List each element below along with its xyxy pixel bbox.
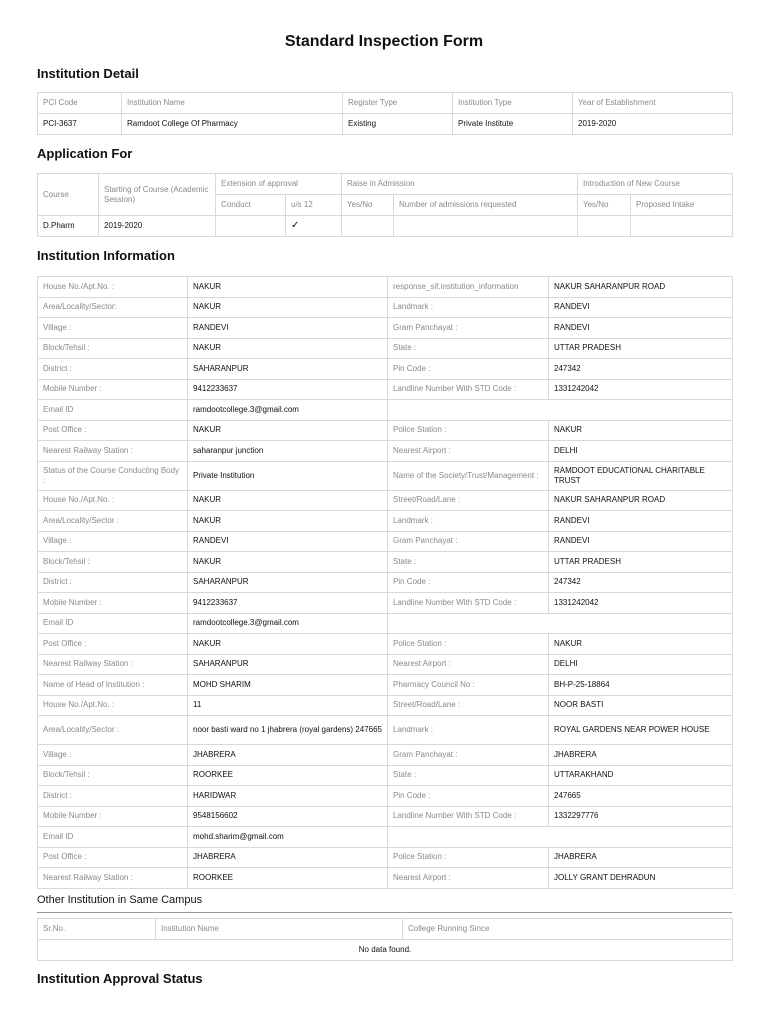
intro-yes-no-value <box>578 216 631 237</box>
field-label: Street/Road/Lane : <box>388 695 549 716</box>
field-value: saharanpur junction <box>188 441 388 462</box>
field-value: DELHI <box>549 441 733 462</box>
field-value: NAKUR <box>188 511 388 532</box>
session-value: 2019-2020 <box>99 216 216 237</box>
header-college-running-since: College Running Since <box>403 919 733 940</box>
field-value: RAMDOOT EDUCATIONAL CHARITABLE TRUST <box>549 461 733 490</box>
field-value: 9412233637 <box>188 593 388 614</box>
table-row <box>38 511 733 532</box>
field-label: Landmark : <box>388 716 549 745</box>
field-value: 9548156602 <box>188 806 388 827</box>
field-label: House No./Apt.No. : <box>38 695 188 716</box>
field-label: Pin Code : <box>388 572 549 593</box>
field-value: ramdootcollege.3@gmail.com <box>188 613 388 634</box>
header-sr-no: Sr.No. <box>38 919 156 940</box>
field-value: UTTARAKHAND <box>549 765 733 786</box>
field-value: 1332297776 <box>549 806 733 827</box>
field-label: Mobile Number : <box>38 379 188 400</box>
field-label: Email ID <box>38 400 188 421</box>
field-value: NAKUR <box>549 634 733 655</box>
header-starting-of-course: Starting of Course (Academic Session) <box>99 174 216 216</box>
field-label: response_sif.institution_information <box>388 277 549 298</box>
table-row <box>38 441 733 462</box>
table-row <box>38 634 733 655</box>
field-value: BH-P-25-18864 <box>549 675 733 696</box>
header-yes-no: Yes/No <box>342 195 394 216</box>
field-label: Gram Panchayat : <box>388 745 549 766</box>
field-value: NAKUR <box>188 420 388 441</box>
raise-yes-no-value <box>342 216 394 237</box>
field-value: NAKUR <box>188 552 388 573</box>
field-label: Post Office : <box>38 420 188 441</box>
header-proposed-intake: Proposed Intake <box>631 195 733 216</box>
field-value: RANDEVI <box>188 531 388 552</box>
field-label: Street/Road/Lane : <box>388 490 549 511</box>
table-row <box>38 400 733 421</box>
field-label: Name of the Society/Trust/Management : <box>388 461 549 490</box>
course-value: D.Pharm <box>38 216 99 237</box>
field-label: Landmark : <box>388 511 549 532</box>
field-value: ROYAL GARDENS NEAR POWER HOUSE <box>549 716 733 745</box>
field-label: House No./Apt.No. : <box>38 490 188 511</box>
field-value: JHABRERA <box>188 847 388 868</box>
header-pci-code: PCI Code <box>38 93 122 114</box>
header-us12: u/s 12 <box>286 195 342 216</box>
field-label: Post Office : <box>38 634 188 655</box>
field-value: HARIDWAR <box>188 786 388 807</box>
table-row <box>38 297 733 318</box>
institution-detail-table <box>37 92 733 135</box>
field-label: Landmark : <box>388 297 549 318</box>
field-label: State : <box>388 552 549 573</box>
field-label: Gram Panchayat : <box>388 531 549 552</box>
field-value: JHABRERA <box>549 847 733 868</box>
table-row <box>38 695 733 716</box>
table-row <box>38 490 733 511</box>
header-yes-no-new-course: Yes/No <box>578 195 631 216</box>
field-label: District : <box>38 572 188 593</box>
header-institution-name: Institution Name <box>156 919 403 940</box>
proposed-intake-value <box>631 216 733 237</box>
table-row <box>38 216 733 237</box>
field-label: Name of Head of Institution : <box>38 675 188 696</box>
field-value: 9412233637 <box>188 379 388 400</box>
field-label: Area/Locality/Sector : <box>38 511 188 532</box>
field-value: JHABRERA <box>188 745 388 766</box>
table-row <box>38 654 733 675</box>
field-label: Email ID <box>38 827 188 848</box>
field-value: 11 <box>188 695 388 716</box>
checkmark-icon: ✓ <box>286 216 342 237</box>
field-value: RANDEVI <box>549 318 733 339</box>
application-for-heading: Application For <box>37 146 133 161</box>
num-admissions-value <box>394 216 578 237</box>
field-value: UTTAR PRADESH <box>549 552 733 573</box>
table-row <box>38 765 733 786</box>
empty-cell <box>388 613 733 634</box>
other-institution-heading: Other Institution in Same Campus <box>37 894 203 906</box>
institution-detail-heading: Institution Detail <box>37 66 139 81</box>
divider <box>37 912 732 913</box>
header-conduct: Conduct <box>216 195 286 216</box>
field-value: RANDEVI <box>549 531 733 552</box>
field-label: Mobile Number : <box>38 806 188 827</box>
field-label: Nearest Railway Station : <box>38 441 188 462</box>
header-course: Course <box>38 174 99 216</box>
table-row <box>38 847 733 868</box>
field-label: Email ID <box>38 613 188 634</box>
field-value: 247342 <box>549 359 733 380</box>
table-row <box>38 868 733 889</box>
field-label: Police Station : <box>388 420 549 441</box>
field-label: Nearest Railway Station : <box>38 868 188 889</box>
field-value: NAKUR <box>188 634 388 655</box>
field-value: 1331242042 <box>549 379 733 400</box>
field-value: JHABRERA <box>549 745 733 766</box>
field-label: Nearest Airport : <box>388 441 549 462</box>
field-label: Gram Panchayat : <box>388 318 549 339</box>
field-value: RANDEVI <box>549 511 733 532</box>
field-label: Landline Number With STD Code : <box>388 379 549 400</box>
field-value: ROORKEE <box>188 868 388 889</box>
field-label: House No./Apt.No. : <box>38 277 188 298</box>
institution-type-value: Private Institute <box>453 114 573 135</box>
table-row <box>38 675 733 696</box>
field-label: Nearest Railway Station : <box>38 654 188 675</box>
field-value: UTTAR PRADESH <box>549 338 733 359</box>
table-row <box>38 277 733 298</box>
table-header-row <box>38 174 733 195</box>
header-introduction-of-new-course: Introduction of New Course <box>578 174 733 195</box>
field-value: Private Institution <box>188 461 388 490</box>
table-row <box>38 593 733 614</box>
table-header-row <box>38 919 733 940</box>
field-value: ramdootcollege.3@gmail.com <box>188 400 388 421</box>
header-number-of-admissions: Number of admissions requested <box>394 195 578 216</box>
field-value: NAKUR <box>188 297 388 318</box>
header-extension-of-approval: Extension of approval <box>216 174 342 195</box>
table-header-row <box>38 93 733 114</box>
field-value: SAHARANPUR <box>188 359 388 380</box>
field-label: Police Station : <box>388 634 549 655</box>
table-row <box>38 359 733 380</box>
field-value: NOOR BASTI <box>549 695 733 716</box>
field-value: 247342 <box>549 572 733 593</box>
conduct-value <box>216 216 286 237</box>
header-institution-name: Institution Name <box>122 93 343 114</box>
field-label: Village : <box>38 531 188 552</box>
header-register-type: Register Type <box>343 93 453 114</box>
field-label: Area/Locality/Sector: <box>38 297 188 318</box>
table-row <box>38 940 733 961</box>
field-label: Landline Number With STD Code : <box>388 806 549 827</box>
register-type-value: Existing <box>343 114 453 135</box>
field-value: DELHI <box>549 654 733 675</box>
field-label: State : <box>388 338 549 359</box>
field-value: RANDEVI <box>188 318 388 339</box>
table-row <box>38 531 733 552</box>
field-label: Mobile Number : <box>38 593 188 614</box>
approval-status-heading: Institution Approval Status <box>37 971 203 986</box>
table-row <box>38 338 733 359</box>
table-row <box>38 114 733 135</box>
field-value: NAKUR <box>188 338 388 359</box>
no-data-message: No data found. <box>38 940 733 961</box>
field-label: Block/Tehsil : <box>38 552 188 573</box>
other-institution-table <box>37 918 733 961</box>
application-for-table <box>37 173 733 237</box>
field-label: Pharmacy Council No : <box>388 675 549 696</box>
field-value: NAKUR <box>188 490 388 511</box>
table-row <box>38 827 733 848</box>
table-row <box>38 572 733 593</box>
field-label: Police Station : <box>388 847 549 868</box>
field-value: 247665 <box>549 786 733 807</box>
empty-cell <box>388 827 733 848</box>
header-raise-in-admission: Raise in Admission <box>342 174 578 195</box>
table-row <box>38 318 733 339</box>
field-value: NAKUR <box>549 420 733 441</box>
year-of-establishment-value: 2019-2020 <box>573 114 733 135</box>
field-label: Village : <box>38 318 188 339</box>
table-row <box>38 379 733 400</box>
field-label: State : <box>388 765 549 786</box>
table-row <box>38 461 733 490</box>
field-label: Nearest Airport : <box>388 868 549 889</box>
table-row <box>38 786 733 807</box>
header-year-of-establishment: Year of Establishment <box>573 93 733 114</box>
field-value: SAHARANPUR <box>188 572 388 593</box>
field-label: Block/Tehsil : <box>38 338 188 359</box>
field-label: Nearest Airport : <box>388 654 549 675</box>
field-value: NAKUR SAHARANPUR ROAD <box>549 490 733 511</box>
field-label: Post Office : <box>38 847 188 868</box>
field-label: Area/Locality/Sector : <box>38 716 188 745</box>
field-value: 1331242042 <box>549 593 733 614</box>
table-row <box>38 613 733 634</box>
institution-information-heading: Institution Information <box>37 248 175 263</box>
field-label: District : <box>38 786 188 807</box>
field-label: District : <box>38 359 188 380</box>
field-value: mohd.sharim@gmail.com <box>188 827 388 848</box>
table-row <box>38 806 733 827</box>
header-institution-type: Institution Type <box>453 93 573 114</box>
field-label: Landline Number With STD Code : <box>388 593 549 614</box>
field-label: Pin Code : <box>388 786 549 807</box>
field-value: noor basti ward no 1 jhabrera (royal gardens) 247665 <box>188 716 388 745</box>
table-row <box>38 745 733 766</box>
empty-cell <box>388 400 733 421</box>
field-value: NAKUR SAHARANPUR ROAD <box>549 277 733 298</box>
institution-information-table <box>37 276 733 889</box>
table-row <box>38 552 733 573</box>
field-label: Pin Code : <box>388 359 549 380</box>
pci-code-value: PCI-3637 <box>38 114 122 135</box>
table-row <box>38 716 733 745</box>
field-label: Block/Tehsil : <box>38 765 188 786</box>
institution-name-value: Ramdoot College Of Pharmacy <box>122 114 343 135</box>
field-label: Village : <box>38 745 188 766</box>
field-value: MOHD SHARIM <box>188 675 388 696</box>
field-value: ROORKEE <box>188 765 388 786</box>
field-value: RANDEVI <box>549 297 733 318</box>
field-value: SAHARANPUR <box>188 654 388 675</box>
form-title: Standard Inspection Form <box>284 33 484 50</box>
field-value: NAKUR <box>188 277 388 298</box>
table-row <box>38 420 733 441</box>
field-label: Status of the Course Conducting Body : <box>38 461 188 490</box>
field-value: JOLLY GRANT DEHRADUN <box>549 868 733 889</box>
